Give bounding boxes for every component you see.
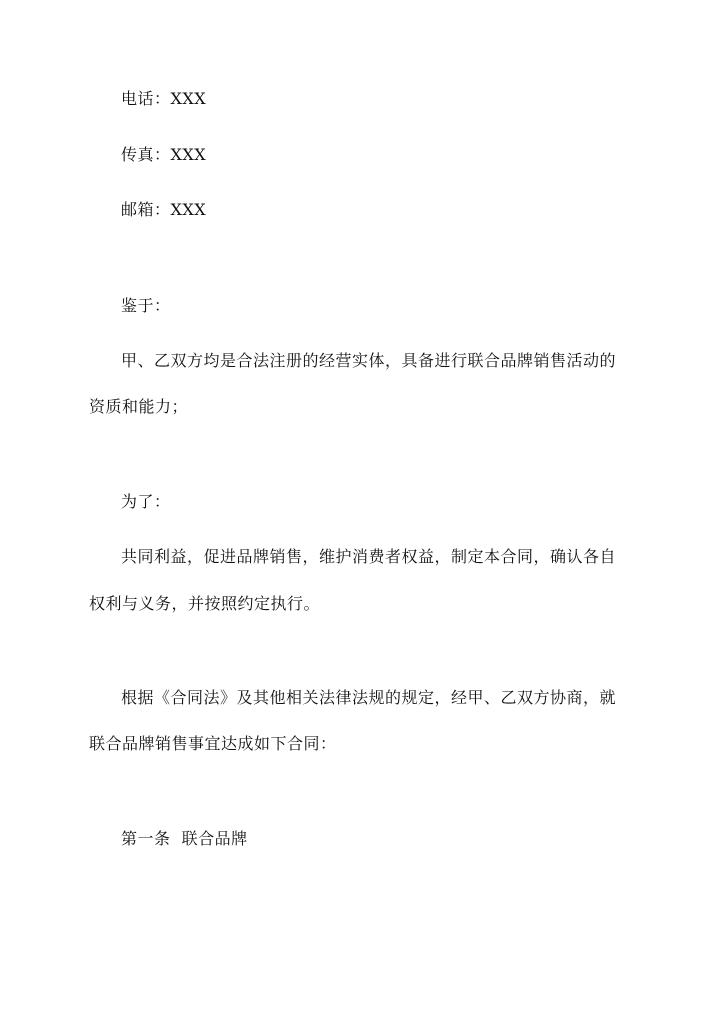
article-1-title: 第一条 联合品牌 <box>121 829 248 848</box>
whereas-heading: 鉴于： <box>121 296 171 315</box>
basis-paragraph-line-2: 联合品牌销售事宜达成如下合同： <box>89 734 337 753</box>
basis-paragraph-line-1: 根据《合同法》及其他相关法律法规的规定，经甲、乙双方协商，就 <box>121 688 617 707</box>
purpose-paragraph-line-1: 共同利益，促进品牌销售，维护消费者权益，制定本合同，确认各自 <box>121 547 617 566</box>
contact-fax: 传真：XXX <box>121 145 207 164</box>
purpose-paragraph-line-2: 权利与义务，并按照约定执行。 <box>89 594 321 613</box>
purpose-heading: 为了： <box>121 492 171 511</box>
contact-email: 邮箱：XXX <box>121 200 207 219</box>
whereas-paragraph-line-2: 资质和能力； <box>89 397 189 416</box>
whereas-paragraph-line-1: 甲、乙双方均是合法注册的经营实体，具备进行联合品牌销售活动的 <box>121 351 617 370</box>
contact-phone: 电话：XXX <box>121 89 207 108</box>
